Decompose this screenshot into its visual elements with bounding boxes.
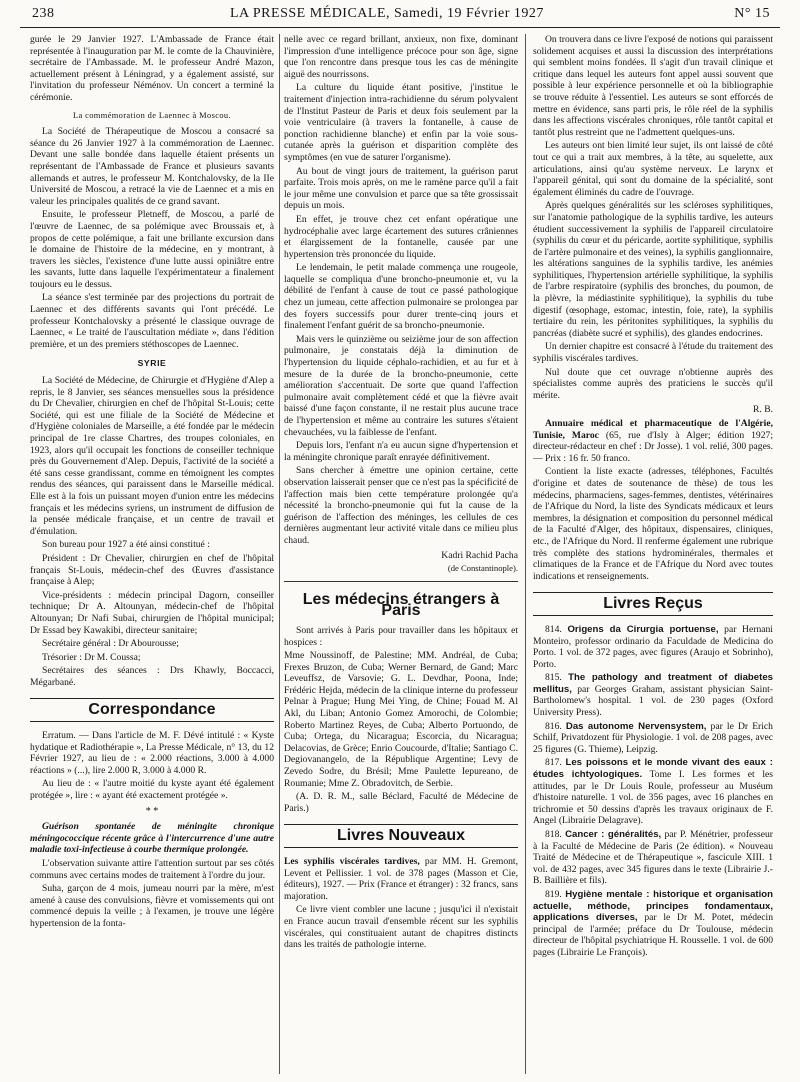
section-heading-livres-nouveaux: Livres Nouveaux: [284, 824, 518, 848]
book-title: Das autonome Nervensystem,: [565, 720, 707, 732]
book-details: par le Dr M. Potet, médecin principal de l'armée; préface du Dr Toulouse, médecin directeur de l'hôpital psychiatrique H. Rousselle. 1 vol. de 600 pages (Librairie Le François).: [533, 912, 773, 958]
paragraph: On trouvera dans ce livre l'exposé de notions qui paraissent solidement acquises et aussi la discussion des interprétations qui semblent moins fondées. Il s'agit d'un travail clinique et critique dans lequel les auteurs font appel aussi souvent que possible à leur expérience personnelle et où la bibliographie se trouve réduite à l'essentiel. Les auteurs se sont efforcés de mettre en évidence, sans parti pris, le rôle réel de la syphilis dans les affections viscérales chroniques, rôle tantôt capital et tantôt plus restreint que ne l'admettent quelques-uns.: [533, 34, 773, 138]
subheading-syrie: SYRIE: [137, 358, 167, 369]
book-title: The pathology and treatment of diabetes mellitus,: [533, 672, 773, 695]
page-number: 238: [32, 6, 55, 21]
list-item: [533, 624, 773, 670]
paragraph: Ensuite, le professeur Pletneff, de Moscou, a parlé de l'œuvre de Laennec, de sa polémique avec Broussais et, à propos de cette polémique, a fait une brillante excursion dans le domaine de l'histoire de la médecine, en y montrant, à travers les siècles, l'existence d'une lutte aussi opiniâtre entre les savants, lutte dans laquelle l'expérimentateur a finalement toujours eu le dessus.: [30, 209, 274, 290]
column-divider: [279, 34, 280, 1074]
book-review-entry: [533, 418, 773, 464]
paragraph: Son bureau pour 1927 a été ainsi constitué :: [42, 539, 210, 551]
book-details: par Hernani Monteiro, professor ordinario da Faculdade de Medicina do Porto. 1 vol. de 372 pages, avec figures (Araujo et Sobrinho), Porto.: [533, 623, 773, 670]
list-item: [533, 721, 773, 756]
book-number: 815.: [545, 672, 562, 684]
subheading-laennec: La commémoration de Laennec à Moscou.: [72, 110, 232, 120]
article-title: Guérison spontanée de méningite chronique méningococcique récente grâce à l'intercurrence d'une autre maladie toxi-infectieuse à courbe thermique prolongée.: [30, 821, 274, 856]
book-details: Tome I. Les formes et les attitudes, par le Dr Louis Roule, professeur au Muséum d'histoire naturelle. 1 vol. de 356 pages, avec 16 planches en trichromie et 50 dessins d'après les travaux originaux de F. Angel (Librairie Delagrave).: [533, 769, 773, 827]
list-item: [533, 829, 773, 887]
paragraph: gurée le 29 Janvier 1927. L'Ambassade de France était représentée à l'inauguration par M. le comte de la Chauvinière, secrétaire de l'Ambassade. M. le professeur André Mazon, actuellement présent à Léningrad, y a également assisté, sur l'invitation du professeur Néménov. Un concert a terminé la cérémonie.: [30, 34, 274, 103]
book-title: Annuaire médical et pharmaceutique de l'Algérie, Tunisie, Maroc: [533, 418, 773, 441]
paragraph: Ce livre vient combler une lacune ; jusqu'ici il n'existait en France aucun travail d'ensemble récent sur les syphilis viscérales, qui constituaient autant de chapitres distincts dans les traités de pathologie interne.: [284, 904, 518, 951]
paragraph: Secrétaire général : Dr Abourousse;: [42, 638, 179, 650]
paragraph: Après quelques généralités sur les scléroses syphilitiques, sur l'anatomie pathologique de la syphilis tardive, les auteurs étudient successivement la syphilis de l'appareil circulatoire (syphilis du cœur et du péricarde, aortite syphilitique, syphilis de l'artère pulmonaire et des veines), la syphilis ganglionnaire, les altérations sanguines de la syphilis tardive, les anémies syphilitiques, l'hypertension artérielle syphilitique, la syphilis de l'arbre respiratoire (syphilis des bronches, du poumon, de la plèvre, la médiastinite syphilitique), la syphilis du tube digestif (œsophage, estomac, intestin, foie, rate), la syphilis tertiaire du rein, les péritonites syphilitiques, la syphilis du pancréas (diabète sucré et syphilis), des glandes endocrines.: [533, 200, 773, 339]
book-title: Les poissons et le monde vivant des eaux : études ichtyologiques.: [533, 757, 773, 781]
book-title: Hygiène mentale : historique et organisation actuelle, méthode, principes fondamentaux, applications diverses,: [533, 888, 773, 924]
book-details: (65, rue d'Isly à Alger; édition 1927; directeur-rédacteur en chef : Dr Josse). 1 vol. relié, 300 pages. — Prix : 16 fr. 50 franco.: [533, 429, 773, 464]
book-number: 819.: [545, 888, 562, 900]
paragraph: La culture du liquide étant positive, j'institue le traitement d'injection intra-rachidienne du sérum polyvalent de l'Institut Pasteur de Paris et deux fois seulement par la voie ventriculaire (à travers la fontanelle, à cause de ponction rachidienne blanche) et enfin par la voie sous-cutanée après la guérison et disparition complète des symptômes (en vue de saturer l'organisme).: [284, 82, 518, 163]
list-item: [533, 757, 773, 827]
book-details: par P. Ménétrier, professeur à la Faculté de Médecine de Paris (2e édition). « Nouveau Traité de Médecine et de Thérapeutique », fascicule XIII. 1 vol. de 432 pages, avec 345 figures dans le texte (Librairie J.-B. Baillière et fils).: [533, 829, 773, 887]
paragraph: Au bout de vingt jours de traitement, la guérison parut parfaite. Trois mois après, on me le ramène parce qu'il a fait le jour même une convulsion et parce que sa tête grossissait depuis un mois.: [284, 165, 518, 212]
section-heading-livres-recus: Livres Reçus: [533, 592, 773, 616]
paragraph: Vice-présidents : médecin principal Dagorn, conseiller technique; Dr A. Altounyan, médecin-chef de l'hôpital Altounyan; Dr Nafi Subai, chirurgien de l'hôpital municipal; Dr Essad bey Kawakibi, directeur sanitaire;: [30, 589, 274, 636]
author-location: (de Constantinople).: [447, 563, 518, 574]
book-review-entry: [284, 856, 518, 902]
paragraph: (A. D. R. M., salle Béclard, Faculté de Médecine de Paris.): [284, 791, 518, 814]
books-received-list: [533, 624, 773, 959]
column-right: [533, 34, 773, 1074]
column-middle: [284, 34, 518, 1074]
paragraph: En effet, je trouve chez cet enfant opératique une hydrocéphalie avec large écartement des sutures crâniennes et élargissement de la fontanelle, causée par une hypertension très prononcée du liquide.: [284, 213, 518, 260]
book-number: 816.: [545, 720, 562, 732]
paragraph: Sans chercher à émettre une opinion certaine, cette observation laisserait penser que ce n'est pas la spécificité de l'affection mais bien cette température prolongée qu'a nécessité la broncho-pneumonie qui fut la cause de la guérison de l'affection des méninges, les cellules de ces dernières augmentant leur activité vitale dans ce milieu plus chaud.: [284, 465, 518, 546]
book-number: 817.: [545, 757, 562, 769]
paragraph: Le lendemain, le petit malade commença une rougeole, laquelle se compliqua d'une broncho-pneumonie et, vu la débilité de l'enfant à cause de tout ce passé pathologique chez un jumeau, cette affection pulmonaire se prolongea par des foyers successifs pour durer trente-cinq jours et finalement l'enfant guérit de sa broncho-pneumonie.: [284, 262, 518, 332]
section-heading-correspondance: Correspondance: [30, 698, 274, 722]
paragraph: Sont arrivés à Paris pour travailler dans les hôpitaux et hospices :: [284, 624, 518, 648]
paragraph: La Société de Thérapeutique de Moscou a consacré sa séance du 26 Janvier 1927 à la commémoration de Laennec. Devant une salle bondée dans laquelle étaient présents un représentant de l'Ambassade de France et plusieurs savants allemands et autres, le professeur M. Kontchalovsky, de la IIe Université de Moscou, a retracé la vie de Laennec et a mis en valeur les principales qualités de ce grand savant.: [30, 126, 274, 207]
paragraph: Mais vers le quinzième ou seizième jour de son affection pulmonaire, je constatais déjà la diminution de l'hypertension du liquide céphalo-rachidien, et au fur et à mesure de la durée de la broncho-pneumonie, cette amélioration s'accentuait. De sorte que quand l'affection pulmonaire avait complètement cédé et que la fièvre avait baissé d'une façon constante, il ne restait plus aucune trace de l'hypertension et même au contraire les sutures s'étaient chevauchées, vu la faiblesse de l'enfant.: [284, 333, 518, 438]
paragraph: Mme Noussinoff, de Palestine; MM. Andréal, de Cuba; Frexes Bruzon, de Cuba; Werner Bernard, de Gand; Marc Leveuffsz, de Varsovie; G. L. Devdhar, Poona, Inde; Frédéric Hejda, médecin de la clinique interne du professeur Pelnar à Prague; Hung Mei Ying, de Chine; Fouad M. Al Akl, du Liban; Antonio Gomez Amorochi, de Colombie; Roberto Martinez Reyes, de Cuba; Alberto Portuondo, de Cuba; Ortega, du Nicaragua; Escorcia, du Nicaragua; Delacovias, de Grèce; Enrio Coucourde, d'Italie; Santiago C. Degiovanangelo, de la République Argentine; Levy de Zevedo Sodre, du Brésil; Mme Paulette Iepureano, de Roumanie; Mme Z. Obradovitch, de Serbie.: [284, 650, 518, 789]
paragraph: Les auteurs ont bien limité leur sujet, ils ont laissé de côté tout ce qui a trait aux membres, à la tête, au squelette, aux articulations, ainsi qu'au système nerveux. Le larynx et l'appareil génital, qui sont du domaine de la spécialité, sont également éliminés du cadre de l'ouvrage.: [533, 140, 773, 198]
list-item: [533, 889, 773, 959]
paragraph: Trésorier : Dr M. Coussa;: [42, 651, 141, 663]
review-signature: R. B.: [753, 404, 773, 416]
paragraph: Erratum. — Dans l'article de M. F. Dévé intitulé : « Kyste hydatique et Radiothérapie », La Presse Médicale, n° 13, du 12 Février 1927, au lieu de : « 2.000 réactions, 3.000 à 4.000 réactions » (...), lire 2.000 R, 3.000 à 4.000 R.: [30, 730, 274, 776]
paragraph: Nul doute que cet ouvrage n'obtienne auprès des spécialistes comme auprès des praticiens le succès qu'il mérite.: [533, 366, 773, 401]
author-signature: Kadri Rachid Pacha: [441, 549, 518, 561]
paragraph: La séance s'est terminée par des projections du portrait de Laennec et des différents savants qui l'ont précédé. Le professeur Kontchalovsky a présenté le classique ouvrage de Laennec, « Le traité de l'auscultation médiate », dans l'édition première, et un des premiers stéthoscopes de Laennec.: [30, 292, 274, 350]
separator-stars: * *: [145, 805, 159, 817]
header-rule: [20, 27, 780, 28]
paragraph: Secrétaires des séances : Drs Khawly, Boccacci, Mégarbané.: [30, 665, 274, 688]
issue-number: N° 15: [734, 6, 770, 21]
paragraph: Au lieu de : « l'autre moitié du kyste ayant été également protégée », lire : « ayant été exactement protégée ».: [30, 778, 274, 802]
page-header: [20, 6, 780, 26]
book-title: Origens da Cirurgia portuense,: [567, 623, 719, 635]
paragraph: La Société de Médecine, de Chirurgie et d'Hygiène d'Alep a repris, le 8 Janvier, ses séances mensuelles sous la présidence du Dr Chevalier, chirurgien en chef de l'hôpital St-Louis; cette Société, qui est une filiale de la Société de Médecine et d'Hygiène coloniales de Marseille, a été fondée par le médecin principal de 1re classe Chartres, des troupes coloniales, en 1923, alors qu'il occupait les fonctions de conseiller technique près du Gouvernement d'Alep. Depuis, l'activité de la société a été sans cesse grandissant, comme en témoignent les comptes rendus des séances, qui paraissent dans le Marseille médical. Elle est à la fois un puissant moyen d'union entre les médecins français et les médecins syriens, un instrument de diffusion de la pensée médicale française, et un centre de travail et d'émulation.: [30, 375, 274, 537]
paragraph: nelle avec ce regard brillant, anxieux, non fixe, dominant l'impression d'une intelligence précoce pour son âge, signe que l'on rencontre dans presque tous les cas de méningite aiguë des nourrissons.: [284, 34, 518, 80]
section-rule: [284, 581, 518, 582]
book-title: Cancer : généralités,: [565, 829, 662, 840]
book-details: par le Dr Erich Schilf, Privatdozent für Physiologie. 1 vol. de 208 pages, avec 25 figures (G. Thieme), Leipzig.: [533, 720, 773, 755]
book-number: 814.: [545, 623, 562, 635]
paragraph: Contient la liste exacte (adresses, téléphones, Facultés d'origine et dates de soutenance de thèse) de tous les médecins, pharmaciens, sages-femmes, dentistes, vétérinaires de l'Afrique du Nord, la liste des Syndicats médicaux et leurs membres, la désignation et composition du personnel médical de la Faculté d'Alger, des hôpitaux, dispensaires, cliniques, etc., de l'Afrique du Nord. Il renferme également une rubrique très complète des stations hydrominérales, thermales et climatiques de la France et de l'Afrique du Nord avec toutes indications et renseignements.: [533, 466, 773, 582]
book-number: 818.: [545, 829, 562, 840]
book-details: par Georges Graham, assistant physician Saint-Bartholomew's hospital. 1 vol. de 230 pages (Oxford University Press).: [533, 683, 773, 719]
paragraph: Depuis lors, l'enfant n'a eu aucun signe d'hypertension et la méningite chronique paraît enrayée définitivement.: [284, 440, 518, 463]
book-details: par MM. H. Gremont, Levent et Pellissier. 1 vol. de 378 pages (Masson et Cie, éditeurs), 1927. — Prix (France et étranger) : 32 francs, sans majoration.: [284, 856, 518, 902]
paragraph: Suha, garçon de 4 mois, jumeau nourri par la mère, m'est amené à cause des convulsions, fièvre et vomissements qui ont commencé depuis la veille ; à l'examen, je trouve une légère hypertension de la fonta-: [30, 883, 274, 929]
book-title: Les syphilis viscérales tardives,: [284, 856, 420, 867]
section-heading-medecins: Les médecins étrangers à Paris: [302, 590, 500, 620]
column-left: [30, 34, 274, 1074]
column-divider: [525, 34, 526, 1074]
paragraph: Un dernier chapitre est consacré à l'étude du traitement des syphilis viscérales tardives.: [533, 341, 773, 365]
journal-title: LA PRESSE MÉDICALE, Samedi, 19 Février 1927: [230, 6, 544, 21]
paragraph: Président : Dr Chevalier, chirurgien en chef de l'hôpital français St-Louis, médecin-chef des Œuvres d'assistance française à Alep;: [30, 552, 274, 588]
paragraph: L'observation suivante attire l'attention surtout par ses côtés communs avec certains modes de traitement à l'ordre du jour.: [30, 858, 274, 881]
list-item: [533, 672, 773, 718]
